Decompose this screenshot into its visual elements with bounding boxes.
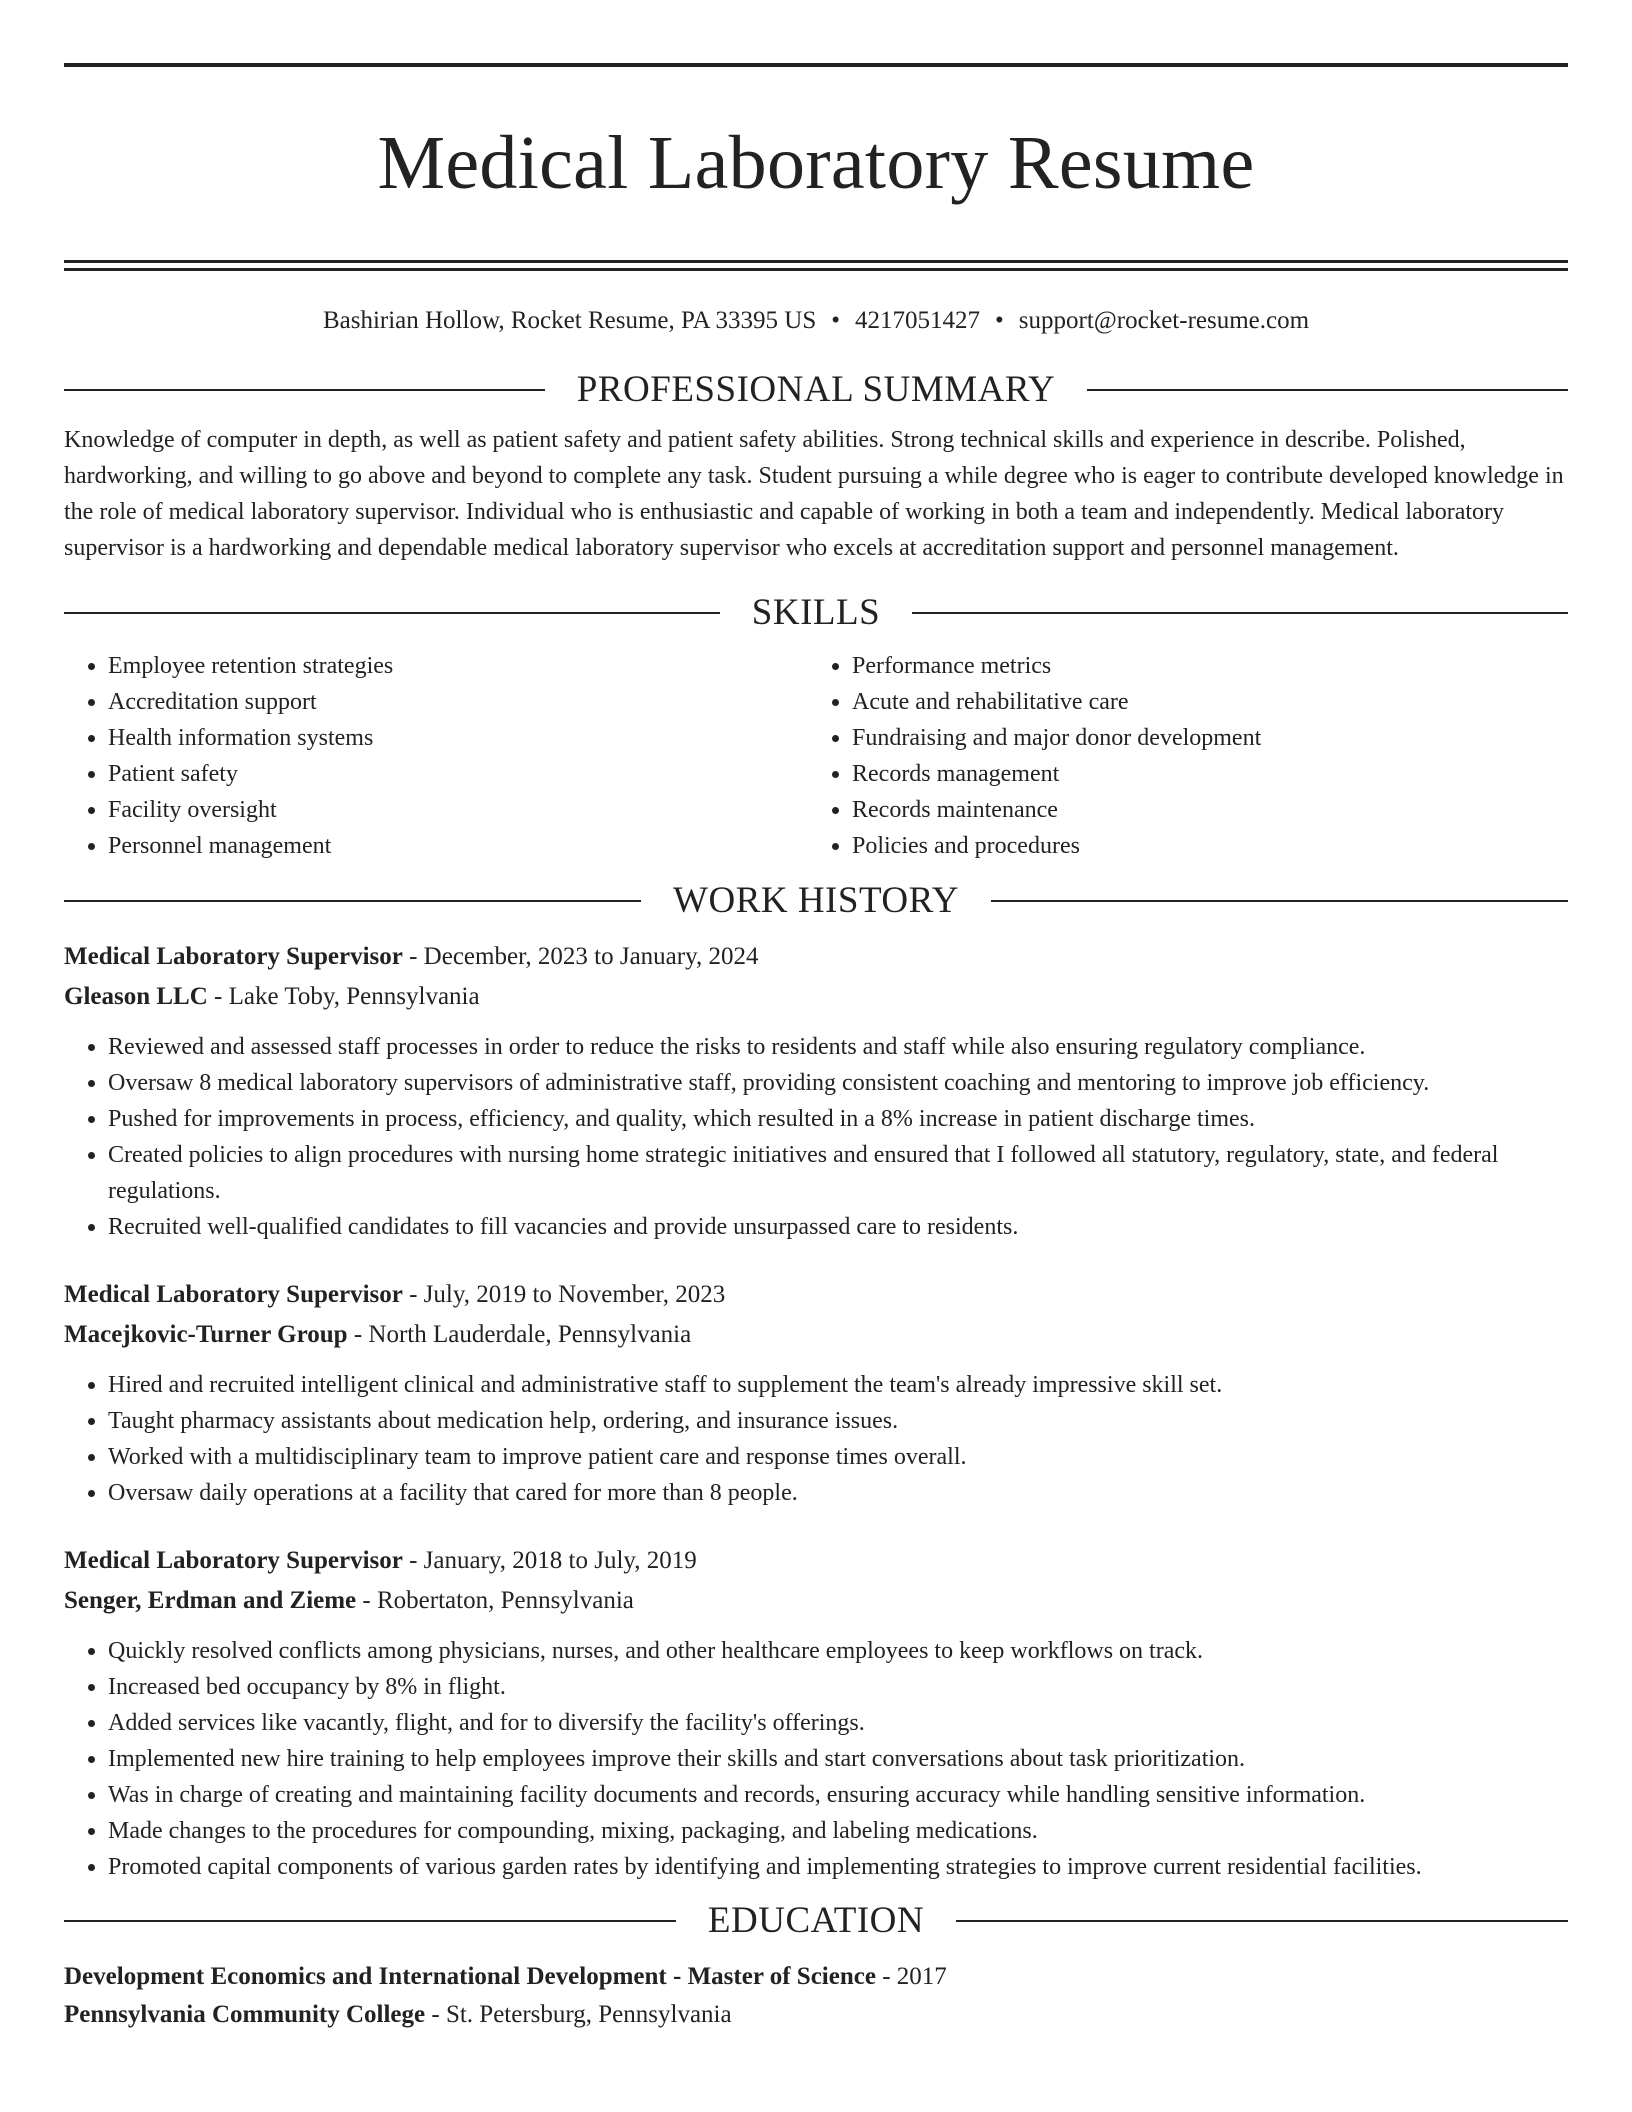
- work-section-heading: [64, 881, 1568, 921]
- title-double-rule: [64, 260, 1568, 271]
- job-bullet: • Reviewed and assessed staff processes in order to reduce the risks to residents and staff while also ensuring regulatory compliance.: [108, 1029, 1568, 1065]
- skill-item: • Health information systems: [108, 720, 808, 756]
- skill-item: • Personnel management: [108, 828, 808, 864]
- job-bullet: • Promoted capital components of various garden rates by identifying and implementing strategies to improve current residential facilities.: [108, 1849, 1568, 1885]
- divider: [991, 900, 1568, 902]
- job-bullets: [64, 1029, 1568, 1245]
- job-title: Medical Laboratory Supervisor: [64, 1280, 403, 1308]
- skill-item: • Acute and rehabilitative care: [852, 684, 1552, 720]
- skill-item: • Fundraising and major donor development: [852, 720, 1552, 756]
- skills-section-heading: [64, 593, 1568, 633]
- contact-separator: •: [831, 306, 840, 334]
- divider: [912, 612, 1568, 614]
- education-school-line: [64, 1996, 1568, 2034]
- job-location: - North Lauderdale, Pennsylvania: [347, 1320, 692, 1348]
- skill-item: • Records maintenance: [852, 792, 1552, 828]
- job-dates: - January, 2018 to July, 2019: [402, 1546, 697, 1574]
- divider: [64, 612, 720, 614]
- job-title: Medical Laboratory Supervisor: [64, 1546, 403, 1574]
- education-year: - 2017: [875, 1962, 947, 1990]
- job-company-line: [64, 1315, 1568, 1355]
- job-company-line: [64, 977, 1568, 1017]
- job-bullet: • Was in charge of creating and maintaining facility documents and records, ensuring accuracy while handling sensitive information.: [108, 1777, 1568, 1813]
- job-location: - Lake Toby, Pennsylvania: [207, 982, 480, 1010]
- job-bullets: [64, 1633, 1568, 1885]
- job-company: Gleason LLC: [64, 982, 208, 1010]
- contact-phone: 4217051427: [855, 306, 980, 334]
- job-bullet: • Pushed for improvements in process, efficiency, and quality, which resulted in a 8% increase in patient discharge times.: [108, 1101, 1568, 1137]
- education-entry: [64, 1958, 1568, 2034]
- skill-item: • Policies and procedures: [852, 828, 1552, 864]
- divider: [64, 1920, 676, 1922]
- skills-column-right: [808, 648, 1552, 864]
- job-bullet: • Taught pharmacy assistants about medication help, ordering, and insurance issues.: [108, 1403, 1568, 1439]
- job-company-line: [64, 1581, 1568, 1621]
- skill-item: • Employee retention strategies: [108, 648, 808, 684]
- skills-list: [64, 648, 1568, 864]
- job-bullet: • Increased bed occupancy by 8% in flight.: [108, 1669, 1568, 1705]
- summary-section-heading: [64, 370, 1568, 410]
- job-entry: [64, 1275, 1568, 1511]
- job-title-line: [64, 1275, 1568, 1315]
- skills-heading: SKILLS: [751, 591, 881, 633]
- job-entry: [64, 937, 1568, 1245]
- skill-item: • Records management: [852, 756, 1552, 792]
- job-bullet: • Hired and recruited intelligent clinical and administrative staff to supplement the team's already impressive skill set.: [108, 1367, 1568, 1403]
- summary-text: Knowledge of computer in depth, as well as patient safety and patient safety abilities. Strong technical skills and experience in describe. Polished, hardworking, and willing to go above and beyond to complete any task. Student pursuing a while degree who is eager to contribute developed knowledge in the role of medical laboratory supervisor. Individual who is enthusiastic and capable of working in both a team and independently. Medical laboratory supervisor is a hardworking and dependable medical laboratory supervisor who excels at accreditation support and personnel management.: [64, 426, 1564, 561]
- page-title: Medical Laboratory Resume: [377, 121, 1255, 205]
- job-company: Senger, Erdman and Zieme: [64, 1586, 357, 1614]
- job-bullet: • Oversaw 8 medical laboratory supervisors of administrative staff, providing consistent coaching and mentoring to improve job efficiency.: [108, 1065, 1568, 1101]
- skill-item: • Performance metrics: [852, 648, 1552, 684]
- summary-heading: PROFESSIONAL SUMMARY: [576, 368, 1056, 410]
- contact-separator: •: [995, 306, 1004, 334]
- divider: [64, 900, 641, 902]
- job-company: Macejkovic-Turner Group: [64, 1320, 348, 1348]
- job-bullet: • Added services like vacantly, flight, and for to diversify the facility's offerings.: [108, 1705, 1568, 1741]
- divider: [956, 1920, 1568, 1922]
- job-title-line: [64, 1541, 1568, 1581]
- job-title: Medical Laboratory Supervisor: [64, 942, 403, 970]
- contact-line: [64, 306, 1568, 336]
- skill-item: • Accreditation support: [108, 684, 808, 720]
- divider: [64, 389, 545, 391]
- job-dates: - July, 2019 to November, 2023: [402, 1280, 726, 1308]
- education-section-heading: [64, 1901, 1568, 1941]
- education-degree: Development Economics and International Development - Master of Science: [64, 1962, 876, 1990]
- education-location: - St. Petersburg, Pennsylvania: [425, 2000, 732, 2028]
- job-entry: [64, 1541, 1568, 1885]
- education-school: Pennsylvania Community College: [64, 2000, 426, 2028]
- skills-column-left: [64, 648, 808, 864]
- job-bullet: • Recruited well-qualified candidates to fill vacancies and provide unsurpassed care to residents.: [108, 1209, 1568, 1245]
- job-bullet: • Worked with a multidisciplinary team to improve patient care and response times overall.: [108, 1439, 1568, 1475]
- job-bullet: • Implemented new hire training to help employees improve their skills and start conversations about task prioritization.: [108, 1741, 1568, 1777]
- resume-page: [64, 0, 1568, 2034]
- divider: [1087, 389, 1568, 391]
- contact-address: Bashirian Hollow, Rocket Resume, PA 33395 US: [322, 306, 817, 334]
- skill-item: • Facility oversight: [108, 792, 808, 828]
- job-bullet: • Created policies to align procedures with nursing home strategic initiatives and ensured that I followed all statutory, regulatory, state, and federal regulations.: [108, 1137, 1568, 1209]
- job-bullet: • Quickly resolved conflicts among physicians, nurses, and other healthcare employees to keep workflows on track.: [108, 1633, 1568, 1669]
- work-heading: WORK HISTORY: [673, 879, 959, 921]
- job-bullet: • Made changes to the procedures for compounding, mixing, packaging, and labeling medications.: [108, 1813, 1568, 1849]
- job-title-line: [64, 937, 1568, 977]
- contact-email: support@rocket-resume.com: [1018, 306, 1310, 334]
- education-heading: EDUCATION: [707, 1899, 925, 1941]
- job-dates: - December, 2023 to January, 2024: [402, 942, 759, 970]
- top-rule: [64, 63, 1568, 67]
- skill-item: • Patient safety: [108, 756, 808, 792]
- job-location: - Robertaton, Pennsylvania: [356, 1586, 634, 1614]
- job-bullet: • Oversaw daily operations at a facility that cared for more than 8 people.: [108, 1475, 1568, 1511]
- job-bullets: [64, 1367, 1568, 1511]
- education-degree-line: [64, 1958, 1568, 1996]
